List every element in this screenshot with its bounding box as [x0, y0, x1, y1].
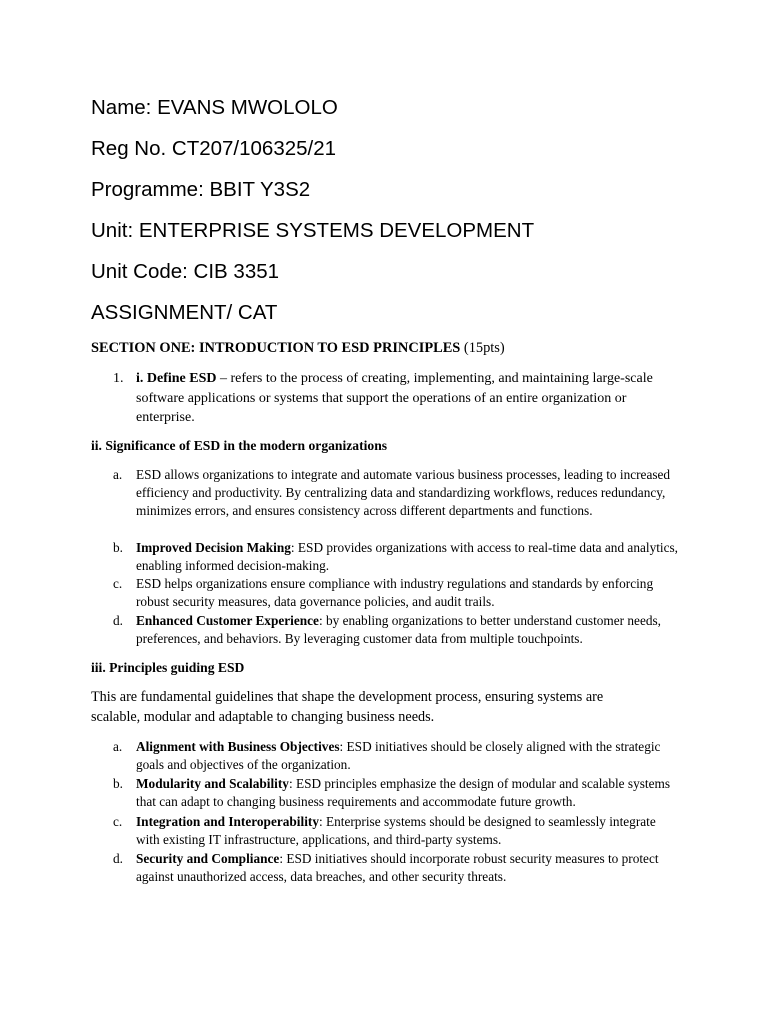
list-item-text: : by enabling organizations to better understand customer needs, preferences, and behaviors. By leveraging customer data from multiple touchpoints.: [136, 613, 662, 646]
list-item-lead: Integration and Interoperability: [136, 814, 319, 829]
list-item-marker: b.: [113, 540, 123, 555]
programme: Programme: BBIT Y3S2: [91, 178, 311, 201]
registration-number: Reg No. CT207/106325/21: [91, 137, 337, 160]
significance-heading: ii. Significance of ESD in the modern organizations: [91, 438, 388, 453]
list-item-text: : Enterprise systems should be designed to seamlessly integrate with existing IT infrastructure, applications, and third-party systems.: [136, 814, 656, 847]
list-item-text: : ESD provides organizations with access to real-time data and analytics, enabling informed decision-making.: [136, 540, 679, 573]
list-item: [136, 575, 681, 611]
section-one-title: [91, 339, 505, 357]
list-item-lead: Modularity and Scalability: [136, 776, 289, 791]
list-item: [136, 738, 681, 774]
list-item-text: : ESD initiatives should incorporate robust security measures to protect against unauthorized access, data breaches, and other security threats.: [136, 851, 659, 884]
list-item-marker: b.: [113, 776, 123, 791]
section-one-points: (15pts): [460, 340, 505, 356]
definition-marker: 1.: [113, 371, 124, 386]
list-item: [136, 466, 681, 520]
definition-text: [136, 369, 666, 428]
list-item-lead: Improved Decision Making: [136, 540, 291, 555]
principles-intro: This are fundamental guidelines that shape the development process, ensuring systems are scalable, modular and adaptable to changing business needs.: [91, 689, 604, 725]
list-item: [136, 612, 681, 648]
list-item-lead: Security and Compliance: [136, 851, 280, 866]
unit-code: Unit Code: CIB 3351: [91, 260, 280, 283]
list-item-marker: d.: [113, 851, 123, 866]
list-item-lead: Alignment with Business Objectives: [136, 739, 340, 754]
unit-name: Unit: ENTERPRISE SYSTEMS DEVELOPMENT: [91, 219, 535, 242]
list-item-marker: c.: [113, 814, 123, 829]
student-name: Name: EVANS MWOLOLO: [91, 96, 338, 119]
list-item-text: ESD helps organizations ensure compliance with industry regulations and standards by enforcing robust security measures, data governance policies, and audit trails.: [136, 576, 654, 609]
list-item: [136, 539, 681, 575]
list-item-text: ESD allows organizations to integrate and automate various business processes, leading to increased efficiency and productivity. By centralizing data and standardizing workflows, reduces redundancy, minimizes errors, and ensures consistency across different departments and functions.: [136, 467, 671, 518]
list-item-marker: d.: [113, 613, 123, 628]
list-item: [136, 813, 681, 849]
definition-body: – refers to the process of creating, implementing, and maintaining large-scale software applications or systems that support the operations of an entire organization or enterprise.: [136, 371, 653, 425]
assignment-title: ASSIGNMENT/ CAT: [91, 301, 278, 324]
principles-heading: iii. Principles guiding ESD: [91, 660, 245, 675]
definition-lead: i. Define ESD: [136, 371, 217, 386]
list-item: [136, 850, 681, 886]
list-item-text: : ESD initiatives should be closely aligned with the strategic goals and objectives of the organization.: [136, 739, 661, 772]
list-item-marker: a.: [113, 467, 123, 482]
section-one-title-bold: SECTION ONE: INTRODUCTION TO ESD PRINCIPLES: [91, 340, 461, 356]
list-item-marker: c.: [113, 576, 123, 591]
list-item: [136, 775, 681, 811]
list-item-marker: a.: [113, 739, 123, 754]
list-item-lead: Enhanced Customer Experience: [136, 613, 319, 628]
list-item-text: : ESD principles emphasize the design of modular and scalable systems that can adapt to changing business requirements and accommodate future growth.: [136, 776, 671, 809]
